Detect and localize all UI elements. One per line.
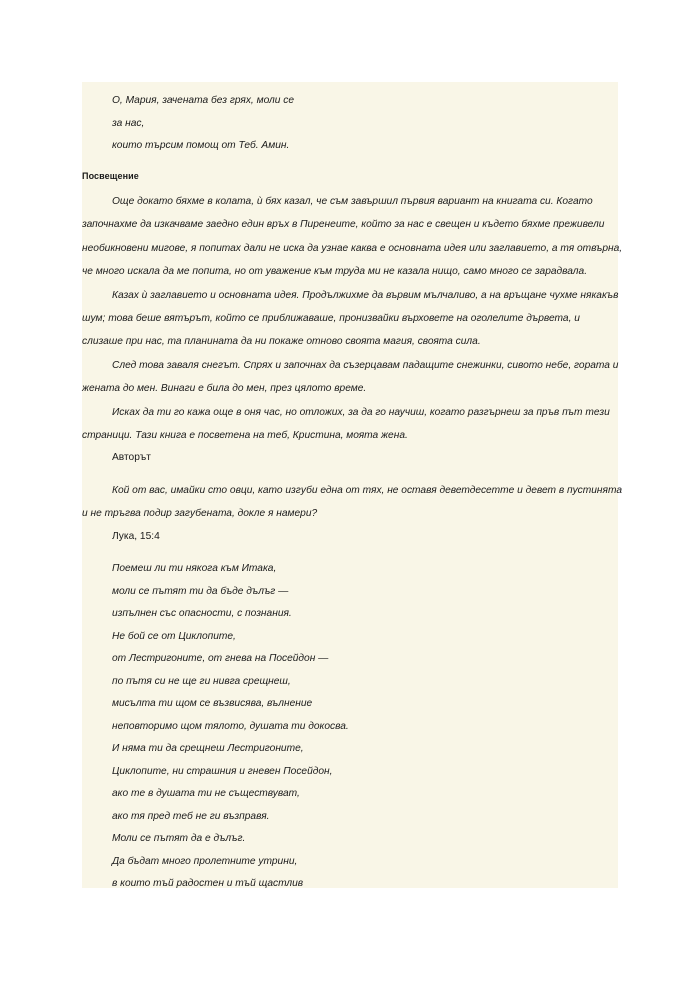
document-page <box>82 82 623 889</box>
poem-line: Моли се пътят да е дълъг. <box>112 833 246 844</box>
poem-line: И няма ти да срещнеш Лестригоните, <box>112 743 304 754</box>
poem-line: неповторимо щом тялото, душата ти докосва. <box>112 721 349 732</box>
poem-line: изпълнен със опасности, с познания. <box>112 608 292 619</box>
poem-line: ако тя пред теб не ги възправя. <box>112 811 270 822</box>
dedication-line: Исках да ти го кажа още в оня час, но отложих, за да го научиш, когато разгърнеш за пръв път тези <box>112 407 610 418</box>
epigraph-line: Кой от вас, имайки сто овци, като изгуби една от тях, не оставя деветдесетте и девет в пустинята <box>112 485 623 496</box>
poem-line: по пътя си не ще ги нивга срещнеш, <box>112 676 291 687</box>
dedication-line: че много искала да ме попита, но от уважение към труда ми не казала нищо, само много се зарадвала. <box>82 266 588 277</box>
poem-line: ако те в душата ти не съществуват, <box>112 788 300 799</box>
dedication-line: Казах ѝ заглавието и основната идея. Продължихме да вървим мълчаливо, а на връщане чухме някакъв <box>112 290 619 301</box>
dedication-line: започнахме да изкачваме заедно един връх в Пиренеите, който за нас е свещен и където бяхме преживели <box>82 219 605 230</box>
prayer-line: О, Мария, зачената без грях, моли се <box>112 95 295 106</box>
dedication-line: Още докато бяхме в колата, ѝ бях казал, че съм завършил първия вариант на книгата си. Когато <box>112 196 593 207</box>
poem-line: Поемеш ли ти някога към Итака, <box>112 563 277 574</box>
dedication-line: слизаше при нас, та планината да ни покаже отново своята магия, своята сила. <box>82 336 481 347</box>
dedication-line: жената до мен. Винаги е била до мен, през цялото време. <box>82 383 367 394</box>
epigraph-line: и не тръгва подир загубената, докле я намери? <box>82 508 318 519</box>
epigraph-source: Лука, 15:4 <box>112 531 160 542</box>
poem-line: Не бой се от Циклопите, <box>112 631 236 642</box>
dedication-line: необикновени мигове, я попитах дали не иска да узнае каква е основната идея или заглавието, а тя отвърна, <box>82 243 623 254</box>
poem-line: Да бъдат много пролетните утрини, <box>112 856 298 867</box>
dedication-line: шум; това беше вятърът, който се приближаваше, пронизвайки върховете на оголелите дървета, и <box>82 313 580 324</box>
poem-line: Циклопите, ни страшния и гневен Посейдон, <box>112 766 333 777</box>
dedication-line: страници. Тази книга е посветена на теб, Кристина, моята жена. <box>82 430 408 441</box>
poem-line: от Лестригоните, от гнева на Посейдон — <box>112 653 329 664</box>
prayer-line: за нас, <box>112 118 145 129</box>
poem-line: в които тъй радостен и тъй щастлив <box>112 878 304 889</box>
prayer-line: които търсим помощ от Теб. Амин. <box>112 140 290 151</box>
dedication-line: След това заваля снегът. Спрях и започнах да съзерцавам падащите снежинки, сивото небе, гората и <box>112 360 619 371</box>
author-signature: Авторът <box>112 452 151 463</box>
poem-line: мисълта ти щом се възвисява, вълнение <box>112 698 313 709</box>
section-heading-dedication: Посвещение <box>82 171 139 181</box>
poem-line: моли се пътят ти да бъде дълъг — <box>112 586 289 597</box>
